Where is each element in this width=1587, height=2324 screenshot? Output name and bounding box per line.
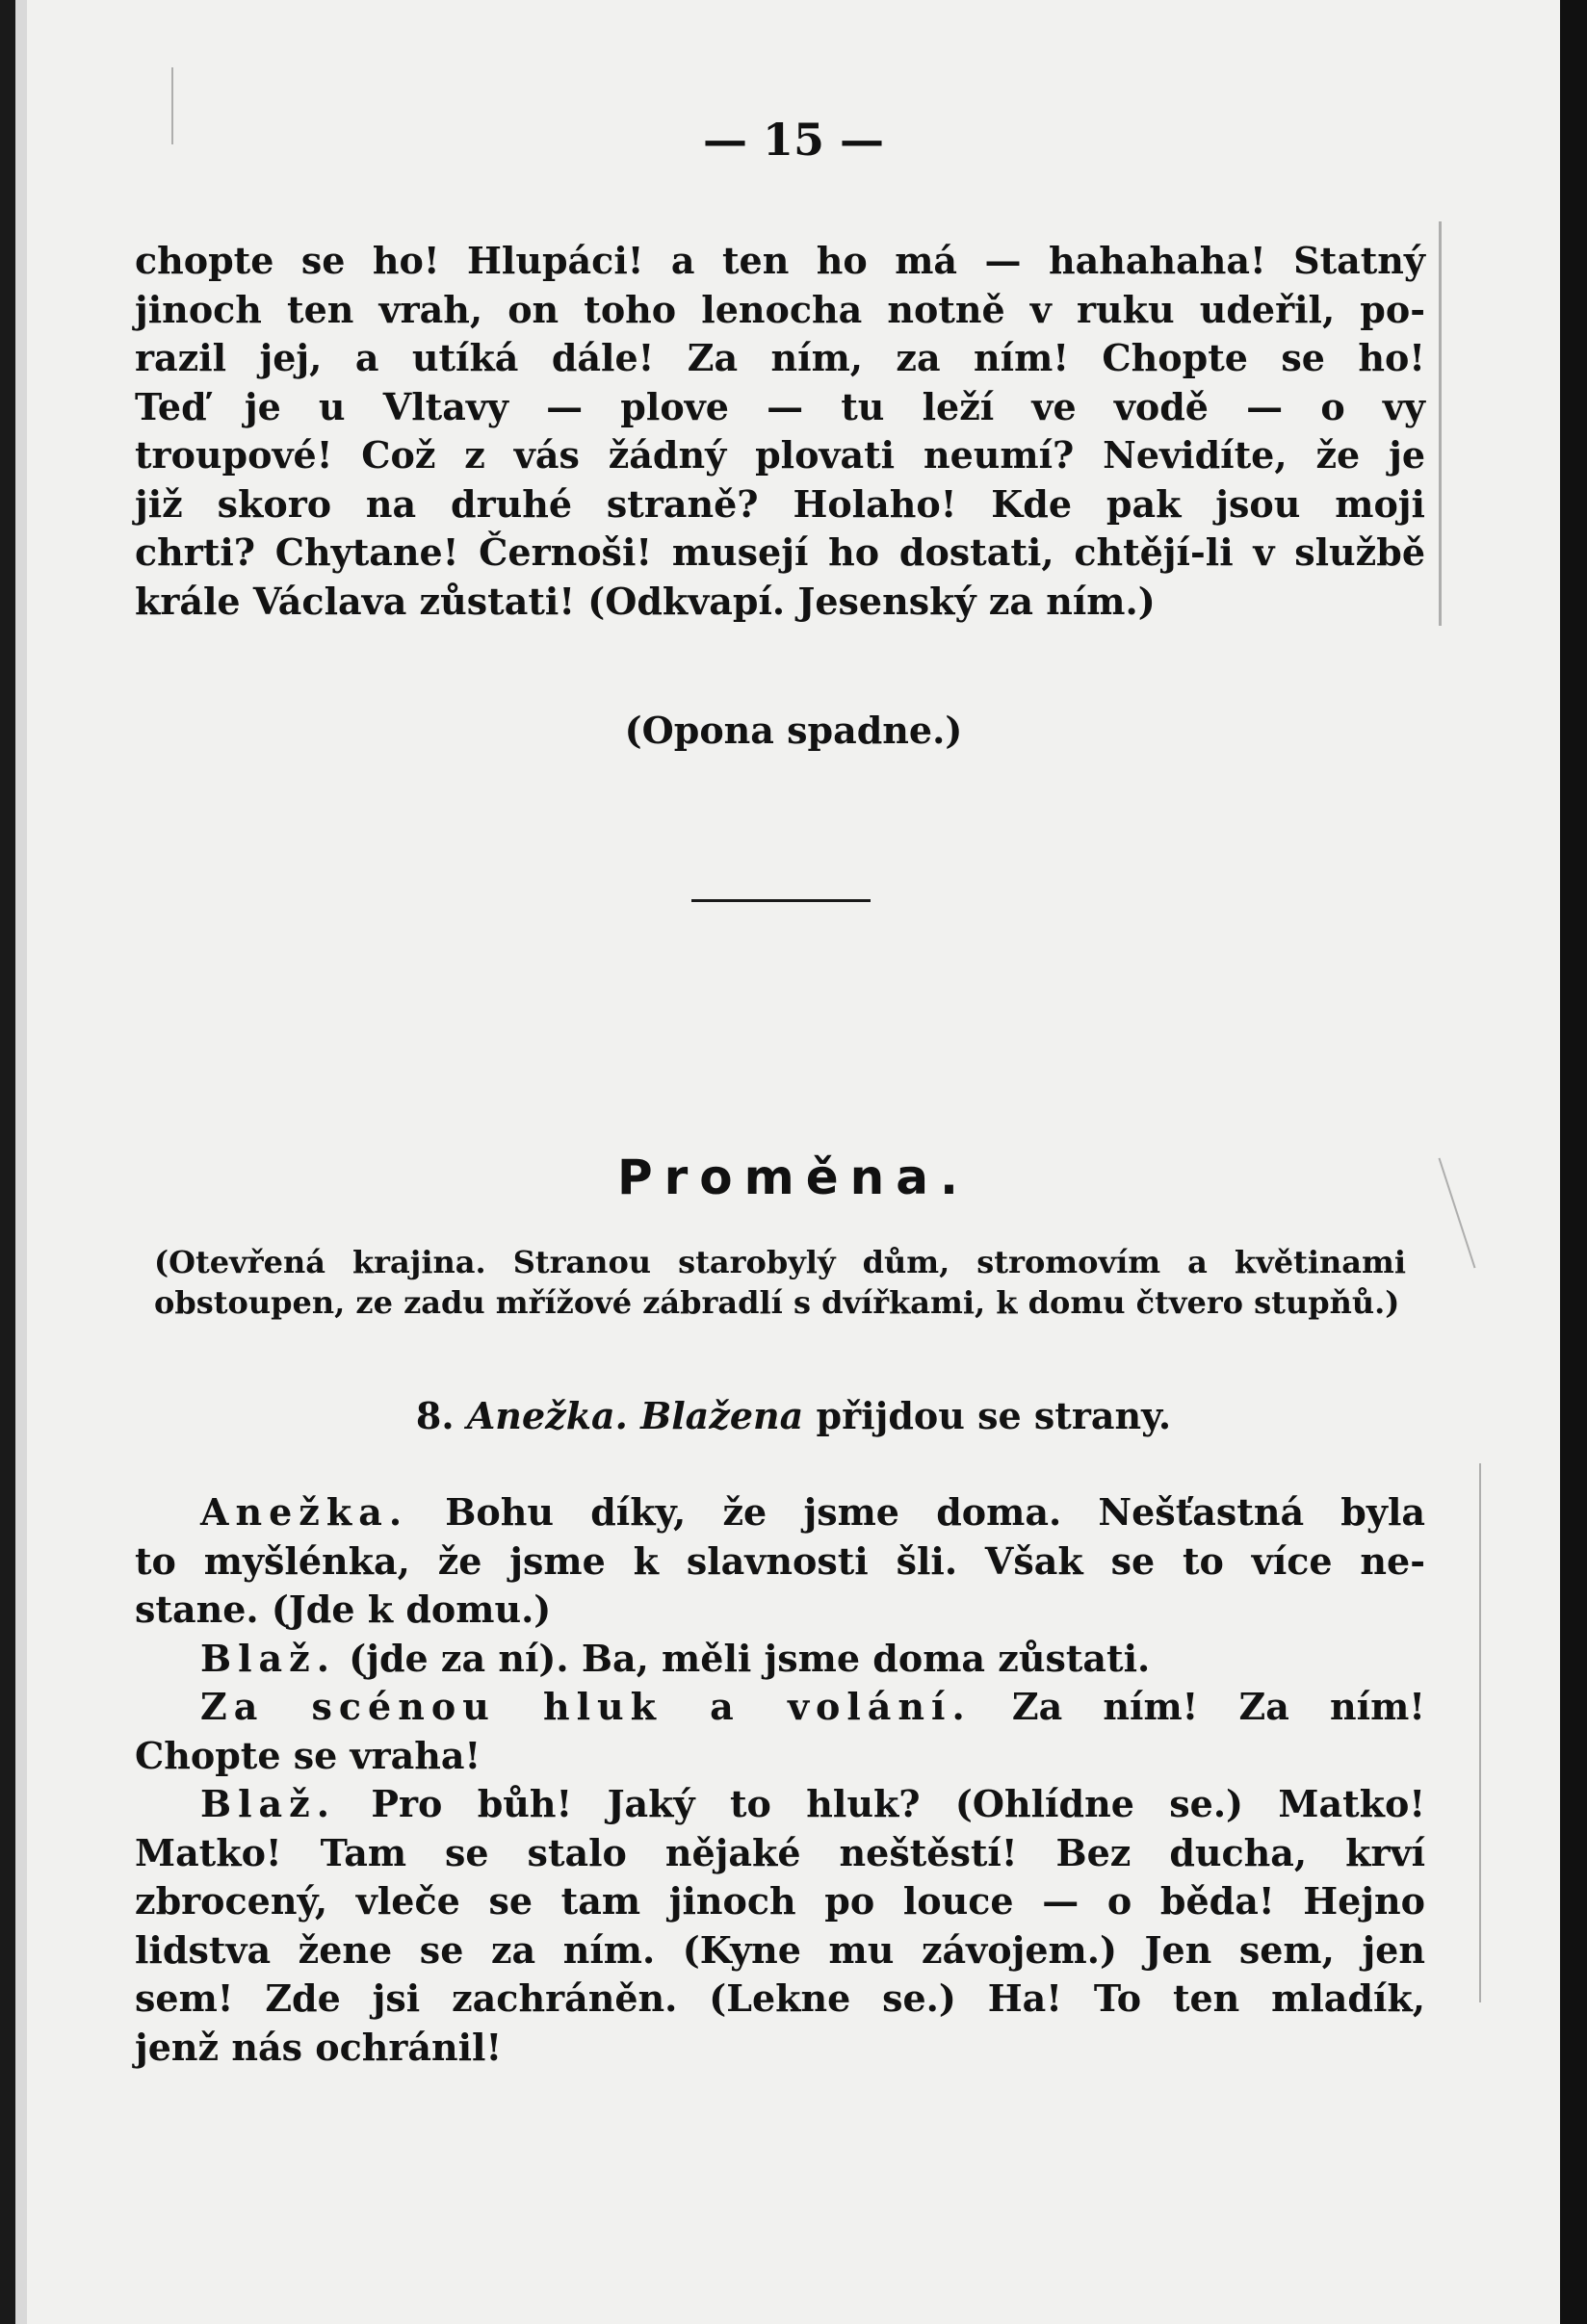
text-line: chopte se ho! Hlupáci! a ten ho má — hahahaha! Statný [135,239,1425,282]
left-page-edge [15,0,27,2324]
text-line: již skoro na druhé straně? Holaho! Kde pak jsou moji [135,481,1425,526]
dialogue-line: Matko! Tam se stalo nějaké neštěstí! Bez ducha, krví [135,1830,1425,1874]
dialogue-line: stane. (Jde k domu.) [135,1588,552,1631]
entrance-line [27,1394,1560,1437]
text-line: troupové! Což z vás žádný plovati neumí? Nevidíte, že je [135,433,1425,477]
speaker-name: Blaž. [200,1782,336,1825]
text-line: Teď je u Vltavy — plove — tu leží ve vodě — o vy [135,384,1425,428]
text-line: chrti? Chytane! Černoši! musejí ho dostati, chtějí-li v službě [135,530,1425,574]
dialogue-line: jenž nás ochránil! [135,2025,503,2069]
dialogue [135,1488,1425,2072]
scan-mark [1439,221,1442,626]
scan-mark [1479,1463,1481,2002]
scene-direction [154,1242,1406,1323]
dialogue-line: Blaž. Pro bůh! Jaký to hluk? (Ohlídne se.) Matko! [200,1782,1426,1825]
stage-line: obstoupen, ze zadu mřížové zábradlí s dvířkami, k domu čtvero stupňů.) [154,1284,1400,1321]
dialogue-line: Blaž. (jde za ní). Ba, měli jsme doma zůstati. [200,1636,1151,1680]
stage-line: (Otevřená krajina. Stranou starobylý dům, stromovím a květinami [154,1244,1406,1280]
dialogue-line: to myšlénka, že jsme k slavnosti šli. Však se to více ne- [135,1538,1425,1583]
dialogue-line: Anežka. Bohu díky, že jsme doma. Nešťastná byla [200,1490,1426,1534]
dialogue-line: Chopte se vraha! [135,1733,481,1777]
page-number: — 15 — [702,114,885,166]
entrance-text: přijdou se strany. [816,1394,1172,1437]
book-page [27,0,1560,2324]
text-line: jinoch ten vrah, on toho lenocha notně v ruku udeřil, po- [135,287,1425,331]
text-line: razil jej, a utíká dále! Za ním, za ním! Chopte se ho! [135,336,1425,379]
scan-mark [171,67,173,144]
character-name: Anežka. [466,1394,628,1437]
speaker-name: Blaž. [200,1636,336,1680]
right-scan-border [1560,0,1587,2324]
speaker-name: Anežka. [200,1490,409,1534]
section-divider [691,899,871,902]
dialogue-line: Za scénou hluk a volání. Za ním! Za ním! [200,1685,1425,1728]
stage-direction: Za scénou hluk a volání. [200,1685,972,1728]
scene-number: 8. [415,1394,455,1437]
text-line: krále Václava zůstati! (Odkvapí. Jesenský za ním.) [135,579,1156,623]
opening-paragraph [135,237,1425,626]
curtain-note: (Opona spadne.) [624,709,963,752]
dialogue-line: sem! Zde jsi zachráněn. (Lekne se.) Ha! To ten mladík, [135,1976,1425,2020]
left-binding-edge [0,0,15,2324]
character-name: Blažena [640,1394,804,1437]
dialogue-line: lidstva žene se za ním. (Kyne mu závojem.) Jen sem, jen [135,1927,1425,1972]
scene-title: Proměna. [617,1149,970,1205]
dialogue-line: zbrocený, vleče se tam jinoch po louce — o běda! Hejno [135,1879,1425,1923]
